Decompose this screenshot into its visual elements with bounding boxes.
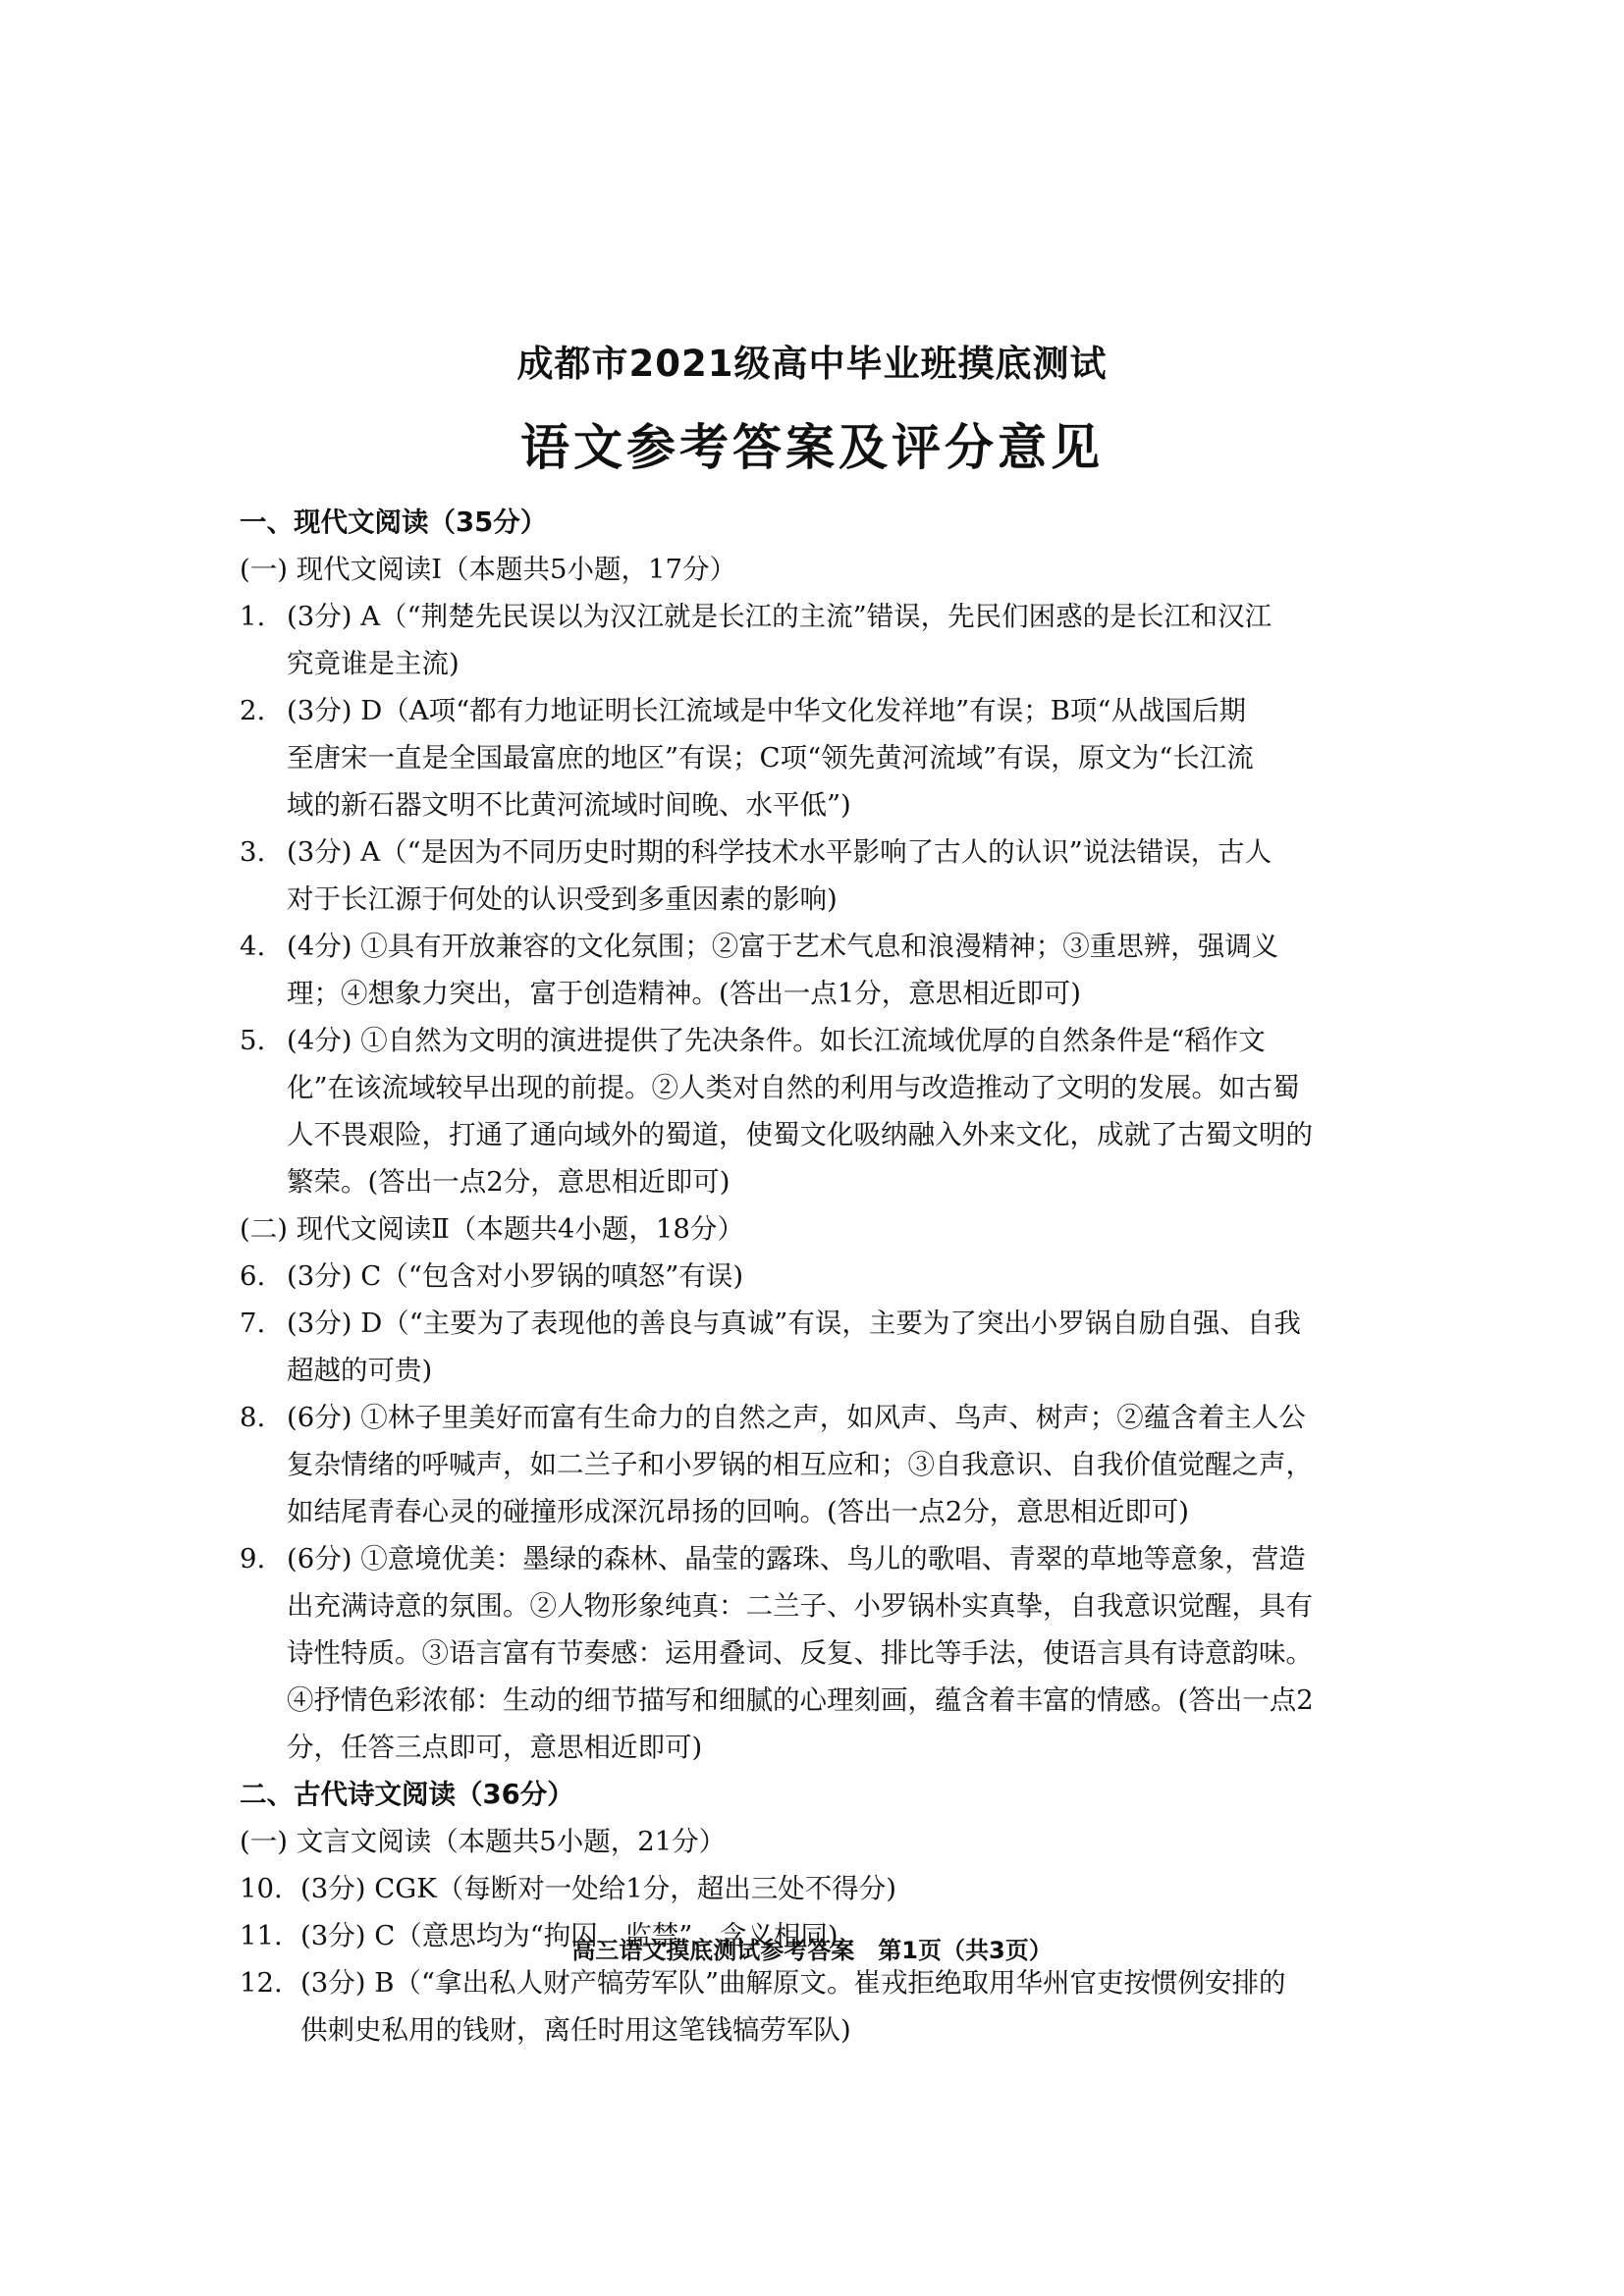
answer-text: 如结尾青春心灵的碰撞形成深沉昂扬的回响。(答出一点2分，意思相近即可) — [287, 1496, 1189, 1527]
answer-text: (3分) A（“是因为不同历史时期的科学技术水平影响了古人的认识”说法错误，古人 — [287, 836, 1272, 868]
answer-item — [240, 1253, 1400, 1300]
answer-text: 域的新石器文明不比黄河流域时间晚、水平低”) — [287, 789, 851, 821]
answer-text: (6分) ①林子里美好而富有生命力的自然之声，如风声、鸟声、树声；②蕴含着主人公 — [287, 1402, 1306, 1433]
question-number: 10. — [240, 1873, 283, 1904]
answer-text: (3分) C（意思均为“拘囚、监禁”，含义相同) — [300, 1920, 839, 1951]
answer-text: 至唐宋一直是全国最富庶的地区”有误；C项“领先黄河流域”有误，原文为“长江流 — [287, 742, 1254, 774]
answer-item — [240, 923, 1400, 1017]
subsection-heading: (一) 文言文阅读（本题共5小题，21分） — [240, 1826, 727, 1857]
answer-item — [240, 1535, 1400, 1771]
question-number: 5. — [240, 1025, 266, 1056]
question-number: 4. — [240, 931, 266, 962]
answer-text: 对于长江源于何处的认识受到多重因素的影响) — [287, 883, 838, 915]
section-heading: 二、古代诗文阅读（36分） — [240, 1779, 574, 1810]
question-number: 9. — [240, 1543, 266, 1575]
question-number: 7. — [240, 1308, 266, 1339]
answer-text: 究竟谁是主流) — [287, 648, 460, 679]
question-number: 12. — [240, 1967, 283, 1999]
question-number: 11. — [240, 1920, 283, 1951]
answer-text: (3分) B（“拿出私人财产犒劳军队”曲解原文。崔戎拒绝取用华州官吏按惯例安排的 — [300, 1967, 1286, 1999]
answer-body — [240, 499, 1400, 2054]
answer-text: 供刺史私用的钱财，离任时用这笔钱犒劳军队) — [300, 2014, 851, 2046]
answer-item — [240, 1394, 1400, 1535]
answer-text: 分，任答三点即可，意思相近即可) — [287, 1732, 703, 1763]
answer-text: 诗性特质。③语言富有节奏感：运用叠词、反复、排比等手法，使语言具有诗意韵味。 — [287, 1637, 1313, 1669]
answer-item — [240, 1959, 1400, 2054]
question-number: 6. — [240, 1260, 266, 1292]
answer-text: (3分) C（“包含对小罗锅的嗔怒”有误) — [287, 1260, 744, 1292]
answer-text: (3分) CGK（每断对一处给1分，超出三处不得分) — [300, 1873, 896, 1904]
answer-item — [240, 687, 1400, 828]
answer-text: (3分) A（“荆楚先民误以为汉江就是长江的主流”错误，先民们困惑的是长江和汉江 — [287, 601, 1272, 632]
question-number: 8. — [240, 1402, 266, 1433]
answer-text: (3分) D（“主要为了表现他的善良与真诚”有误，主要为了突出小罗锅自励自强、自我 — [287, 1308, 1301, 1339]
section-heading: 一、现代文阅读（35分） — [240, 507, 548, 538]
answer-item — [240, 1865, 1400, 1912]
question-number: 1. — [240, 601, 266, 632]
answer-item — [240, 1017, 1400, 1205]
answer-text: 理；④想象力突出，富于创造精神。(答出一点1分，意思相近即可) — [287, 978, 1081, 1009]
question-number: 3. — [240, 836, 266, 868]
exam-title: 成都市2021级高中毕业班摸底测试 — [516, 343, 1108, 385]
answer-text: 人不畏艰险，打通了通向域外的蜀道，使蜀文化吸纳融入外来文化，成就了古蜀文明的 — [287, 1119, 1313, 1150]
subsection-heading: (二) 现代文阅读Ⅱ（本题共4小题，18分） — [240, 1213, 744, 1245]
answer-text: (4分) ①自然为文明的演进提供了先决条件。如长江流域优厚的自然条件是“稻作文 — [287, 1025, 1266, 1056]
answer-text: 复杂情绪的呼喊声，如二兰子和小罗锅的相互应和；③自我意识、自我价值觉醒之声， — [287, 1449, 1313, 1480]
answer-text: 繁荣。(答出一点2分，意思相近即可) — [287, 1166, 731, 1198]
answer-text: 出充满诗意的氛围。②人物形象纯真：二兰子、小罗锅朴实真挚，自我意识觉醒，具有 — [287, 1590, 1313, 1622]
answer-item — [240, 828, 1400, 923]
answer-text: 超越的可贵) — [287, 1355, 433, 1386]
answer-item — [240, 593, 1400, 687]
document-title: 语文参考答案及评分意见 — [520, 419, 1104, 476]
subsection-heading: (一) 现代文阅读Ⅰ（本题共5小题，17分） — [240, 554, 737, 585]
question-number: 2. — [240, 695, 266, 726]
answer-text: (4分) ①具有开放兼容的文化氛围；②富于艺术气息和浪漫精神；③重思辨，强调义 — [287, 931, 1279, 962]
page-footer: 高三语文摸底测试参考答案 第1页（共3页） — [571, 1937, 1053, 1964]
answer-text: (6分) ①意境优美：墨绿的森林、晶莹的露珠、鸟儿的歌唱、青翠的草地等意象，营造 — [287, 1543, 1306, 1575]
answer-item — [240, 1300, 1400, 1394]
answer-text: ④抒情色彩浓郁：生动的细节描写和细腻的心理刻画，蕴含着丰富的情感。(答出一点2 — [287, 1684, 1314, 1716]
answer-text: (3分) D（A项“都有力地证明长江流域是中华文化发祥地”有误；B项“从战国后期 — [287, 695, 1246, 726]
answer-text: 化”在该流域较早出现的前提。②人类对自然的利用与改造推动了文明的发展。如古蜀 — [287, 1072, 1300, 1103]
